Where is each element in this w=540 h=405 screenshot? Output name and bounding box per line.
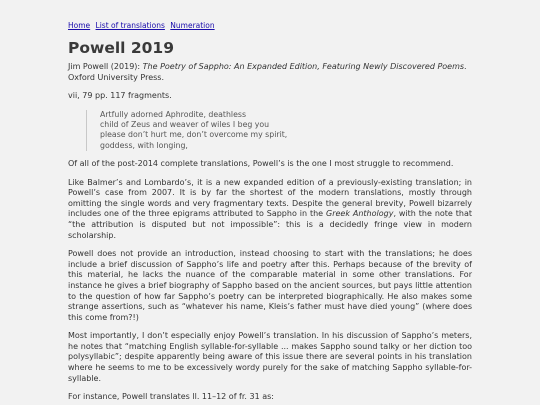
poem-line: Artfully adorned Aphrodite, deathless bbox=[100, 109, 247, 119]
nav-translations-link[interactable]: List of translations bbox=[95, 21, 165, 30]
paragraph-2-text-end: , with the note that “the attribution is disputed but not impossible”: this is a decidedly fringe view in modern scholarship. bbox=[68, 209, 472, 240]
paragraph-2-text: Like Balmer’s and Lombardo’s, it is a new expanded edition of a previously-existing translation; in Powell’s case from 2007. It is by far the shortest of the modern translations, mostly through omitting the single words and very fragmentary texts. Despite the general brevity, Powell bizarrely includes one of the three epigrams attributed to Sappho in the bbox=[68, 177, 472, 219]
poem-line: please don’t hurt me, don’t overcome my spirit, bbox=[100, 130, 288, 140]
poem-line: child of Zeus and weaver of wiles I beg you bbox=[100, 120, 270, 130]
nav-home-link[interactable]: Home bbox=[68, 21, 91, 30]
paragraph-5: For instance, Powell translates ll. 11–12 of fr. 31 as: bbox=[68, 392, 274, 402]
paragraph-4: Most importantly, I don’t especially enjoy Powell’s translation. In his discussion of Sappho’s meters, he notes that “matching English syllable-for-syllable ... makes Sappho sound talky or her diction too polysyllabic”; despite apparently being aware of this issue there are several points in his translation where he seems to me to be excessively wordy purely for the sake of matching Sappho syllable-for-syllable. bbox=[68, 331, 472, 383]
poem-line: goddess, with longing, bbox=[100, 140, 188, 150]
top-navigation bbox=[68, 21, 218, 31]
paragraph-3: Powell does not provide an introduction, instead choosing to start with the translations; he does include a brief discussion of Sappho’s life and poetry after this. Perhaps because of the brevity of this material, he lacks the nuance of the comparable material in some other translations. For instance he gives a brief biography of Sappho based on the ancient sources, but pays little attention to the question of how far Sappho’s poetry can be interpreted biographically. He also makes some strange assertions, such as “whatever his name, Kleis’s father must have died young” (where does this come from?!) bbox=[68, 249, 472, 322]
quoted-poem bbox=[86, 110, 472, 151]
citation-book-title: The Poetry of Sappho: An Expanded Edition, Featuring Newly Discovered Poems bbox=[142, 62, 465, 71]
article-body bbox=[68, 62, 472, 405]
paragraph-1: Of all of the post-2014 complete translations, Powell’s is the one I most struggle to recommend. bbox=[68, 158, 454, 168]
extent-info: vii, 79 pp. 117 fragments. bbox=[68, 91, 172, 101]
page-title: Powell 2019 bbox=[68, 39, 175, 57]
citation bbox=[68, 62, 472, 83]
paragraph-2 bbox=[68, 178, 472, 242]
greek-anthology-title: Greek Anthology bbox=[326, 209, 394, 219]
nav-numeration-link[interactable]: Numeration bbox=[170, 21, 215, 30]
citation-author-year: Jim Powell (2019): bbox=[68, 62, 143, 71]
citation-publisher: . Oxford University Press. bbox=[68, 62, 467, 82]
